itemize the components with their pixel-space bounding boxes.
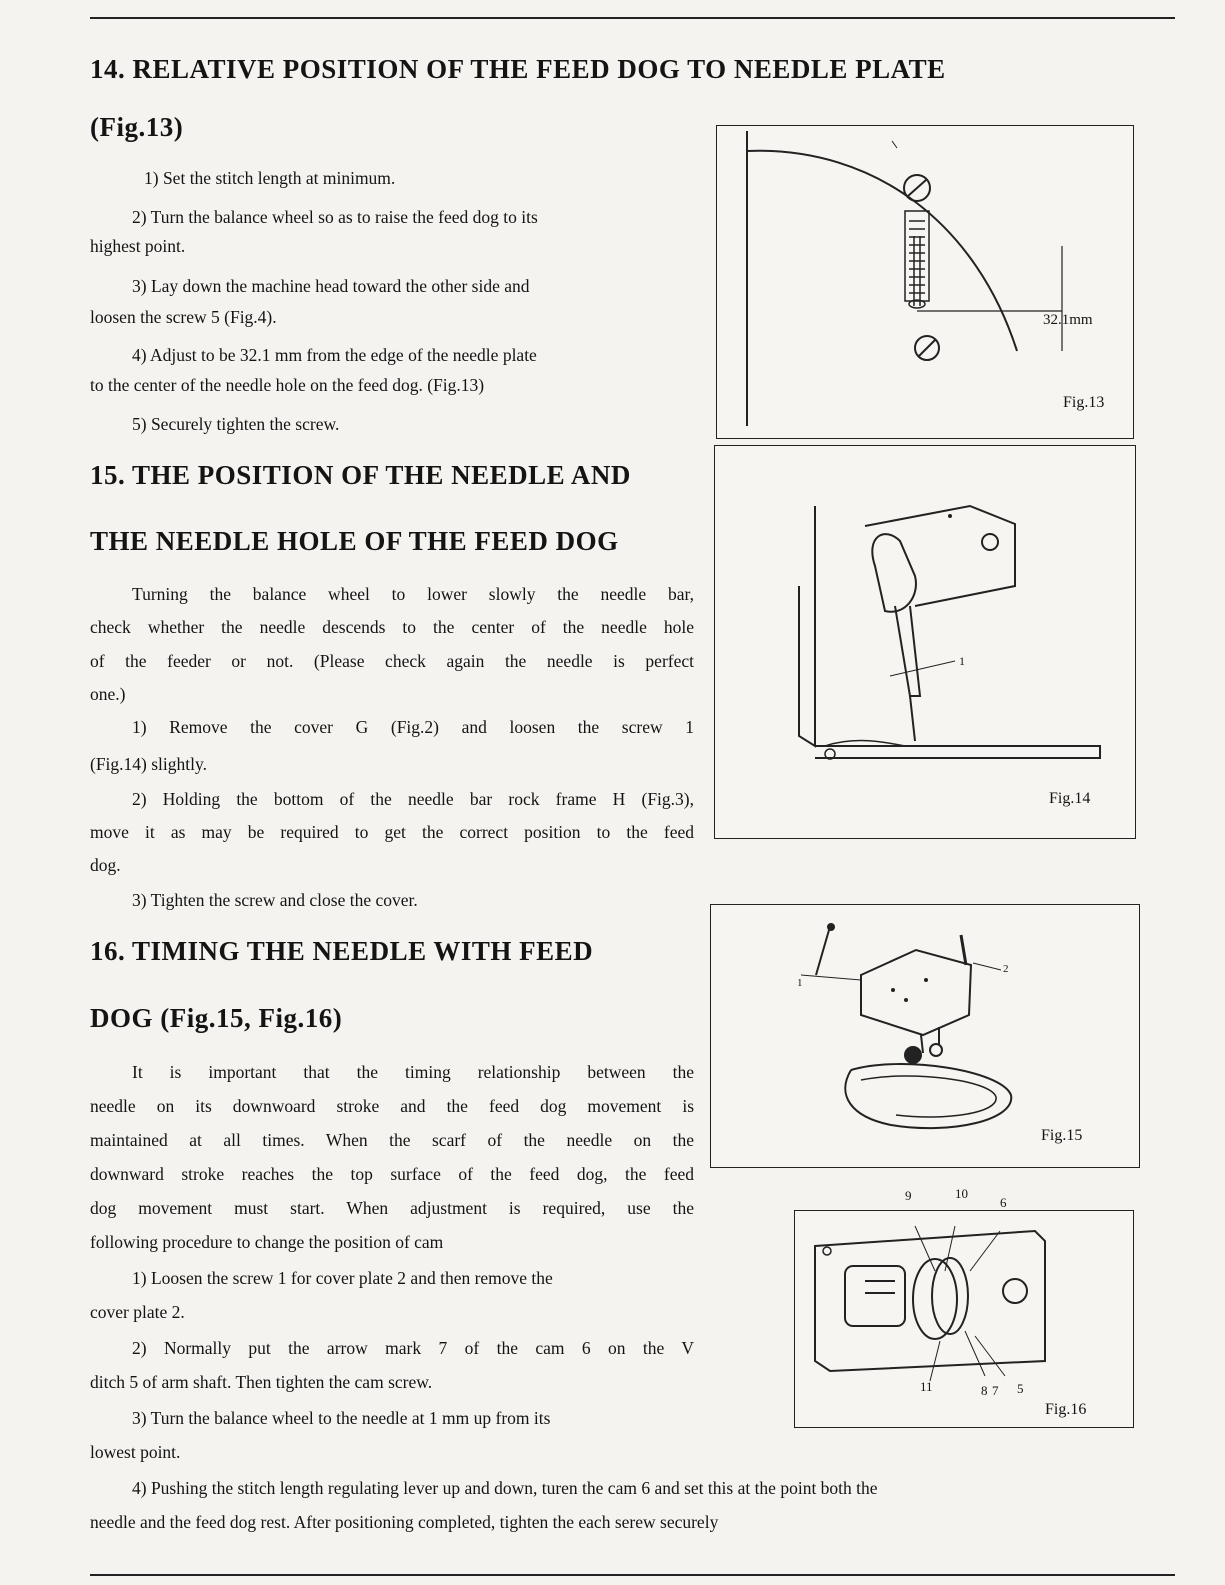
fig14-caption: Fig.14: [1049, 790, 1091, 807]
s16-line: lowest point.: [90, 1442, 181, 1462]
s16-line: dog movement must start. When adjustment is required, use the: [90, 1198, 694, 1218]
fig16-label: 9: [905, 1188, 912, 1203]
section-16-heading: 16. TIMING THE NEEDLE WITH FEED: [90, 936, 594, 966]
s16-line: cover plate 2.: [90, 1302, 185, 1322]
figure-16: [794, 1186, 1134, 1428]
s15-line: (Fig.14) slightly.: [90, 754, 207, 774]
fig13-dimension: 32.1mm: [1043, 312, 1093, 328]
s15-line: 1) Remove the cover G (Fig.2) and loosen the screw 1: [132, 717, 694, 737]
s14-line: 2) Turn the balance wheel so as to raise the feed dog to its: [132, 207, 538, 227]
s14-line: loosen the screw 5 (Fig.4).: [90, 307, 277, 327]
section-14-heading: 14. RELATIVE POSITION OF THE FEED DOG TO NEEDLE PLATE: [90, 54, 946, 84]
fig16-label: 5: [1017, 1381, 1024, 1396]
s16-line: 1) Loosen the screw 1 for cover plate 2 and then remove the: [132, 1268, 553, 1288]
fig16-label: 6: [1000, 1195, 1007, 1210]
s16-line: It is important that the timing relationship between the: [132, 1062, 694, 1082]
s15-line: Turning the balance wheel to lower slowly the needle bar,: [132, 584, 694, 604]
s15-line: check whether the needle descends to the center of the needle hole: [90, 617, 694, 637]
s16-line: 4) Pushing the stitch length regulating lever up and down, turen the cam 6 and set this at the point both the: [132, 1478, 878, 1498]
s16-line: maintained at all times. When the scarf of the needle on the: [90, 1130, 694, 1150]
s16-line: needle on its downwoard stroke and the feed dog movement is: [90, 1096, 694, 1116]
s16-line: ditch 5 of arm shaft. Then tighten the cam screw.: [90, 1372, 433, 1392]
fig16-label: 7: [992, 1383, 999, 1398]
s15-line: move it as may be required to get the correct position to the feed: [90, 822, 694, 842]
figure-16-drawing: [795, 1211, 1133, 1427]
fig13-caption: Fig.13: [1063, 394, 1105, 411]
s14-line: 1) Set the stitch length at minimum.: [144, 168, 396, 188]
s16-line: 2) Normally put the arrow mark 7 of the cam 6 on the V: [132, 1338, 694, 1358]
s14-line: highest point.: [90, 236, 186, 256]
fig15-caption: Fig.15: [1041, 1127, 1083, 1144]
figure-13: [716, 125, 1134, 439]
s15-line: dog.: [90, 855, 121, 875]
s16-line: 3) Turn the balance wheel to the needle at 1 mm up from its: [132, 1408, 551, 1428]
figure-14: [714, 445, 1136, 839]
fig16-caption: Fig.16: [1045, 1401, 1087, 1418]
s14-line: 4) Adjust to be 32.1 mm from the edge of the needle plate: [132, 345, 537, 365]
fig16-label: 11: [920, 1379, 933, 1394]
s15-line: 3) Tighten the screw and close the cover.: [132, 890, 418, 910]
s14-line: to the center of the needle hole on the feed dog. (Fig.13): [90, 375, 485, 395]
s16-line: downward stroke reaches the top surface of the feed dog, the feed: [90, 1164, 694, 1184]
s16-line: needle and the feed dog rest. After positioning completed, tighten the each serew securely: [90, 1512, 719, 1532]
s16-line: following procedure to change the position of cam: [90, 1232, 444, 1252]
s14-line: 3) Lay down the machine head toward the other side and: [132, 276, 530, 296]
s15-line: of the feeder or not. (Please check again the needle is perfect: [90, 651, 694, 671]
fig15-label: 1: [797, 977, 803, 989]
figure-13-drawing: [717, 126, 1133, 438]
fig16-label: 10: [955, 1186, 968, 1201]
section-16-heading-line2: DOG (Fig.15, Fig.16): [90, 1003, 343, 1033]
section-15-heading-line2: THE NEEDLE HOLE OF THE FEED DOG: [90, 526, 619, 556]
figure-14-drawing: [715, 446, 1135, 838]
s15-line: 2) Holding the bottom of the needle bar rock frame H (Fig.3),: [132, 789, 694, 809]
figure-15: [710, 904, 1140, 1168]
s15-line: one.): [90, 684, 126, 704]
fig14-label: 1: [959, 654, 965, 668]
section-15-heading: 15. THE POSITION OF THE NEEDLE AND: [90, 460, 631, 490]
s14-line: 5) Securely tighten the screw.: [132, 414, 340, 434]
manual-page: [88, 0, 1180, 1585]
fig15-label: 2: [1003, 963, 1009, 975]
fig16-label: 8: [981, 1383, 988, 1398]
bottom-rule: [90, 1574, 1175, 1576]
section-14-heading-fig: (Fig.13): [90, 112, 184, 142]
